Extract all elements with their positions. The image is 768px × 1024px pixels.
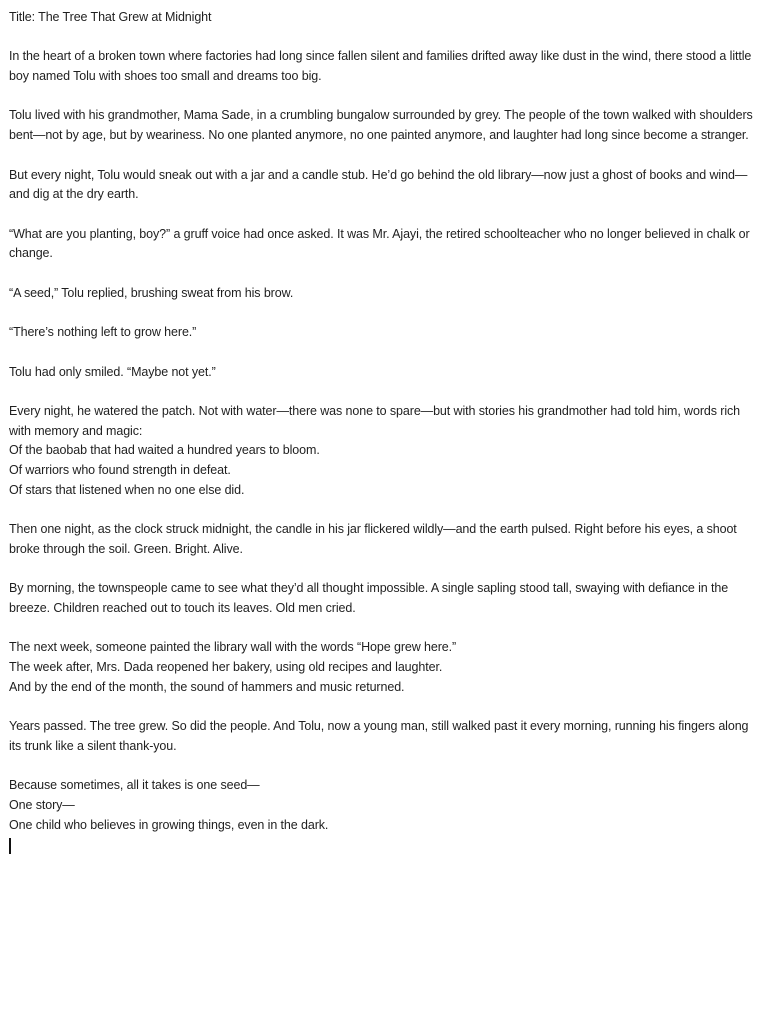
paragraph-line: But every night, Tolu would sneak out with a jar and a candle stub. He’d go behind the old library—now just a ghost of books and wind—and dig at the dry earth. xyxy=(9,167,748,202)
paragraph-line: The week after, Mrs. Dada reopened her bakery, using old recipes and laughter. xyxy=(9,660,443,675)
paragraph xyxy=(9,402,754,501)
paragraph xyxy=(9,166,754,205)
paragraph-line: Every night, he watered the patch. Not with water—there was none to spare—but with stories his grandmother had told him, words rich with memory and magic: xyxy=(9,403,741,438)
paragraph-line: Then one night, as the clock struck midnight, the candle in his jar flickered wildly—and the earth pulsed. Right before his eyes, a shoot broke through the soil. Green. Bright. Alive. xyxy=(9,522,737,556)
paragraph-line: One story— xyxy=(9,797,75,812)
paragraph xyxy=(9,776,754,835)
paragraph-line: In the heart of a broken town where factories had long since fallen silent and families drifted away like dust in the wind, there stood a little boy named Tolu with shoes too small and dreams too big. xyxy=(9,49,752,84)
paragraph-line: One child who believes in growing things, even in the dark. xyxy=(9,817,329,832)
paragraph xyxy=(9,717,754,756)
paragraph-line: The next week, someone painted the library wall with the words “Hope grew here.” xyxy=(9,640,457,655)
paragraph-line: Years passed. The tree grew. So did the people. And Tolu, now a young man, still walked past it every morning, running his fingers along its trunk like a silent thank-you. xyxy=(9,719,749,753)
paragraph xyxy=(9,363,754,383)
paragraph xyxy=(9,106,754,145)
document-title: Title: The Tree That Grew at Midnight xyxy=(9,10,212,24)
paragraph xyxy=(9,323,754,343)
paragraph-line: “A seed,” Tolu replied, brushing sweat from his brow. xyxy=(9,285,294,300)
paragraph-line: Because sometimes, all it takes is one seed— xyxy=(9,778,260,793)
paragraph xyxy=(9,638,754,697)
paragraph xyxy=(9,520,754,559)
paragraph-line: Tolu lived with his grandmother, Mama Sade, in a crumbling bungalow surrounded by grey. The people of the town walked with shoulders bent—not by age, but by weariness. No one planted anymore, no one painted anymore, and laughter had long since become a stranger. xyxy=(9,108,753,143)
paragraph-line: “There’s nothing left to grow here.” xyxy=(9,325,197,340)
document-body[interactable] xyxy=(9,8,754,854)
paragraph-line: Of the baobab that had waited a hundred years to bloom. xyxy=(9,443,320,458)
paragraph-line: “What are you planting, boy?” a gruff voice had once asked. It was Mr. Ajayi, the retired schoolteacher who no longer believed in chalk or change. xyxy=(9,226,750,261)
paragraph-line: Tolu had only smiled. “Maybe not yet.” xyxy=(9,364,216,379)
paragraph xyxy=(9,225,754,264)
paragraph xyxy=(9,579,754,618)
paragraph xyxy=(9,47,754,86)
paragraph-line: Of warriors who found strength in defeat. xyxy=(9,463,231,478)
paragraph xyxy=(9,284,754,304)
paragraph-list xyxy=(9,47,754,835)
paragraph-line: By morning, the townspeople came to see what they’d all thought impossible. A single sapling stood tall, swaying with defiance in the breeze. Children reached out to touch its leaves. Old men cried. xyxy=(9,581,729,615)
paragraph-line: Of stars that listened when no one else did. xyxy=(9,482,245,497)
text-cursor xyxy=(9,838,11,854)
paragraph-line: And by the end of the month, the sound of hammers and music returned. xyxy=(9,679,405,694)
